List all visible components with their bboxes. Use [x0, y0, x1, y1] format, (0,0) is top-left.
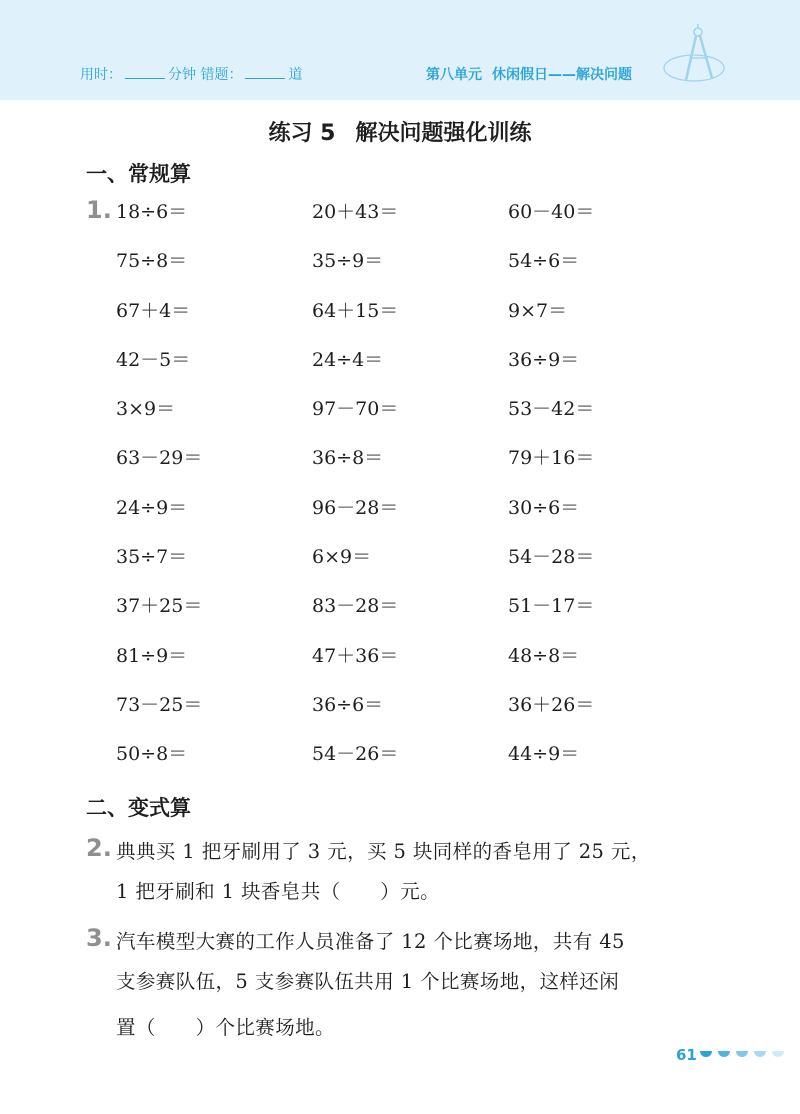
arithmetic-problem: 53－42＝	[508, 398, 595, 421]
problem-row	[116, 198, 716, 247]
time-label: 用时：	[80, 67, 122, 83]
cup-dots-icon	[698, 1049, 790, 1063]
q3-line-2: 支参赛队伍，5 支参赛队伍共用 1 个比赛场地，这样还闲	[116, 970, 620, 993]
arithmetic-problem: 47＋36＝	[312, 644, 399, 667]
arithmetic-problem: 36÷6＝	[312, 693, 384, 716]
arithmetic-problem: 50÷8＝	[116, 743, 188, 766]
q2-line-2: 1 把牙刷和 1 块香皂共（ ）元。	[116, 880, 441, 903]
problem-row	[116, 642, 716, 691]
problem-row	[116, 592, 716, 641]
problem-row	[116, 444, 716, 493]
q3-line-1: 汽车模型大赛的工作人员准备了 12 个比赛场地，共有 45	[116, 930, 625, 953]
arithmetic-problem: 54－26＝	[312, 743, 399, 766]
arithmetic-problem: 63－29＝	[116, 447, 203, 470]
page-number: 61	[676, 1046, 697, 1064]
arithmetic-problem: 20＋43＝	[312, 201, 399, 223]
problem-row	[116, 395, 716, 444]
problem-row	[116, 543, 716, 592]
arithmetic-problem: 24÷4＝	[312, 348, 384, 371]
section-heading-1: 一、常规算	[86, 162, 191, 186]
errors-unit: 道	[288, 67, 303, 83]
arithmetic-problem: 36÷9＝	[508, 348, 580, 371]
q2-line-1: 典典买 1 把牙刷用了 3 元，买 5 块同样的香皂用了 25 元，	[116, 840, 651, 863]
errors-blank[interactable]	[245, 66, 285, 79]
question-number-1: 1.	[86, 196, 112, 224]
title-number: 练习 5	[268, 121, 336, 146]
unit-heading	[426, 64, 642, 84]
arithmetic-problem: 73－25＝	[116, 693, 203, 716]
problem-row	[116, 346, 716, 395]
arithmetic-problem: 36＋26＝	[508, 693, 595, 716]
arithmetic-problem: 67＋4＝	[116, 299, 191, 322]
arithmetic-problem: 35÷7＝	[116, 546, 188, 569]
problem-row	[116, 494, 716, 543]
arithmetic-problem: 30÷6＝	[508, 496, 580, 519]
arithmetic-problem: 97－70＝	[312, 398, 399, 421]
problem-row	[116, 297, 716, 346]
arithmetic-problem: 60－40＝	[508, 201, 595, 223]
arithmetic-problem: 36÷8＝	[312, 447, 384, 470]
question-number-3: 3.	[86, 924, 112, 952]
problem-row	[116, 247, 716, 296]
unit-label: 第八单元	[426, 67, 482, 83]
page-title	[0, 116, 800, 147]
time-errors-record	[80, 64, 302, 84]
arithmetic-problem: 6×9＝	[312, 546, 372, 569]
compass-icon	[662, 22, 732, 88]
arithmetic-problem: 24÷9＝	[116, 496, 188, 519]
arithmetic-problem: 44÷9＝	[508, 743, 580, 766]
arithmetic-problem: 35÷9＝	[312, 250, 384, 273]
arithmetic-problem: 51－17＝	[508, 595, 595, 618]
arithmetic-problem: 9×7＝	[508, 299, 568, 322]
arithmetic-problem: 18÷6＝	[116, 201, 188, 223]
arithmetic-problem: 37＋25＝	[116, 595, 203, 618]
arithmetic-problem: 64＋15＝	[312, 299, 399, 322]
q3-line-3: 置（ ）个比赛场地。	[116, 1016, 335, 1039]
arithmetic-problem: 54÷6＝	[508, 250, 580, 273]
arithmetic-problem: 42－5＝	[116, 348, 191, 371]
arithmetic-problem: 96－28＝	[312, 496, 399, 519]
arithmetic-problem: 83－28＝	[312, 595, 399, 618]
question-number-2: 2.	[86, 834, 112, 862]
arithmetic-problem: 75÷8＝	[116, 250, 188, 273]
time-blank[interactable]	[125, 66, 165, 79]
arithmetic-problem: 79＋16＝	[508, 447, 595, 470]
section-heading-2: 二、变式算	[86, 796, 191, 820]
arithmetic-problem: 54－28＝	[508, 546, 595, 569]
problem-row	[116, 691, 716, 740]
arithmetic-problem: 48÷8＝	[508, 644, 580, 667]
unit-title: 休闲假日——解决问题	[492, 67, 632, 83]
arithmetic-problem: 3×9＝	[116, 398, 176, 421]
title-text: 解决问题强化训练	[355, 121, 532, 146]
arithmetic-problem: 81÷9＝	[116, 644, 188, 667]
time-unit: 分钟	[168, 67, 196, 83]
errors-label: 错题：	[200, 67, 243, 83]
problem-row	[116, 740, 716, 789]
problem-grid	[116, 198, 716, 790]
header-wave	[0, 88, 800, 102]
